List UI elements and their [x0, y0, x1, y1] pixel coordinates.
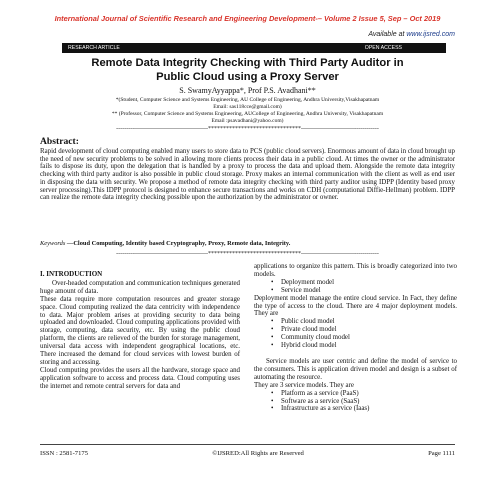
issn: ISSN : 2581-7175: [40, 450, 88, 457]
models-list: [254, 279, 457, 295]
separator-1: ----------------------------------------------*******************************---------------------------------------: [116, 126, 379, 132]
research-article-label: RESEARCH ARTICLE: [68, 45, 120, 51]
article-type-bar: [62, 43, 446, 53]
intro-paragraph-2: These data require more computation resources and greater storage space. Cloud computing realized the data centricity with independence to data. Major problem arises at providing security to data being uploaded and downloaded. Cloud computing applications provided with storage, computing, data security, etc. By using the public cloud platform, the clients are relieved of the burden for storage management, universal data access with independent geographical locations, etc. There increased the demand for cloud services with lowest burden of storing and accessing.: [40, 295, 240, 366]
keywords: [40, 240, 455, 247]
list-item: • Private cloud model: [254, 326, 457, 334]
keywords-text: —Cloud Computing, Identity based Cryptography, Proxy, Remote data, Integrity.: [65, 240, 291, 247]
list-item: • Software as a service (SaaS): [254, 398, 457, 406]
list-item: • Hybrid cloud model: [254, 342, 457, 350]
service-models-list: [254, 390, 457, 414]
intro-paragraph-1: Over-headed computation and communication techniques generated huge amount of data.: [40, 279, 240, 295]
title-line-1: Remote Data Integrity Checking with Third Party Auditor in: [91, 57, 404, 69]
right-paragraph-1: applications to organize this pattern. This is broadly categorized into two models.: [254, 263, 457, 278]
journal-header: International Journal of Scientific Research and Engineering Development-– Volume 2 Issue 5, Sep – Oct 2019: [54, 14, 441, 23]
list-item: • Community cloud model: [254, 334, 457, 342]
introduction-heading: I. INTRODUCTION: [40, 270, 103, 278]
right-paragraph-3: Service models are user centric and define the model of service to the consumers. This is application driven model and design is a subset of automating the resource.: [254, 357, 457, 381]
affiliation-1-email: Email: sas118cce@gmail.com): [213, 103, 282, 110]
abstract-heading: Abstract:: [40, 136, 79, 147]
journal-url[interactable]: www.ijsred.com: [406, 31, 455, 38]
keywords-label: Keywords: [40, 240, 66, 247]
left-column: [40, 264, 240, 391]
paper-title: [50, 56, 445, 84]
affiliation-2-email: Email :psavadhani@yahoo.com): [211, 117, 284, 124]
right-paragraph-4: They are 3 service models. They are: [254, 381, 354, 389]
deployment-models-list: [254, 318, 457, 350]
affiliation-2: [46, 111, 449, 125]
list-item: • Deployment model: [254, 279, 457, 287]
abstract-text: Rapid development of cloud computing enabled many users to store data to PCS (public cloud servers). Enormous amount of data in cloud brought up the need of new security problems to be solved in allowing more clients process their data in a public cloud. At times the owner or the administrator fails to dispose its duty, upon the delegation that is handled by a proxy to process the data and upload them. Alongside the remote data integrity checking with third party auditor is also possible in public cloud storage. Proxy makes an internal communication with the client as well as end user in disposing the data with security. We propose a method of remote data integrity checking with third party auditor using IDPP (Identity based proxy server processing).This IDPP protocol is designed to enhance secure transactions and works on CDH (computational Diffie-Hellman) problem. IDPP can realize the remote data integrity checking possible upon the authorization by the administrator or owner.: [40, 148, 455, 202]
copyright: ©IJSRED:All Rights are Reserved: [212, 450, 304, 457]
list-item: • Infrastructure as a service (Iaas): [254, 405, 457, 413]
list-item: • Platform as a service (PaaS): [254, 390, 457, 398]
footer-divider: [40, 444, 455, 445]
available-at: [368, 31, 455, 38]
right-paragraph-2: Deployment model manage the entire cloud service. In Fact, they define the type of access to the cloud. There are 4 major deployment models. They are: [254, 294, 457, 318]
right-column: [254, 263, 457, 413]
open-access-label: OPEN ACCESS: [364, 45, 402, 51]
affiliation-1-line-1: *(Student, Computer Science and Systems Engineering, AU College of Engineering, Andhra University,Visakhapatnam: [115, 97, 380, 103]
list-item: • Service model: [254, 287, 457, 295]
affiliation-2-line-1: ** (Professor, Computer Science and Systems Engineering, AUCollege of Engineering, Andhra University, Visakhapatnam: [111, 111, 384, 117]
authors: S. SwamyAyyappa*, Prof P.S. Avadhani**: [179, 86, 316, 95]
page-footer: [40, 450, 455, 457]
title-line-2: Public Cloud using a Proxy Server: [156, 71, 339, 83]
available-prefix: Available at: [368, 31, 407, 38]
affiliation-1: [46, 97, 449, 111]
intro-paragraph-3: Cloud computing provides the users all the hardware, storage space and application software to access and process data. Cloud computing uses the internet and remote central servers for data and: [40, 366, 240, 390]
page-number: Page 1111: [428, 450, 455, 457]
list-item: • Public cloud model: [254, 318, 457, 326]
separator-2: ----------------------------------------------*******************************---------------------------------------: [116, 251, 379, 257]
